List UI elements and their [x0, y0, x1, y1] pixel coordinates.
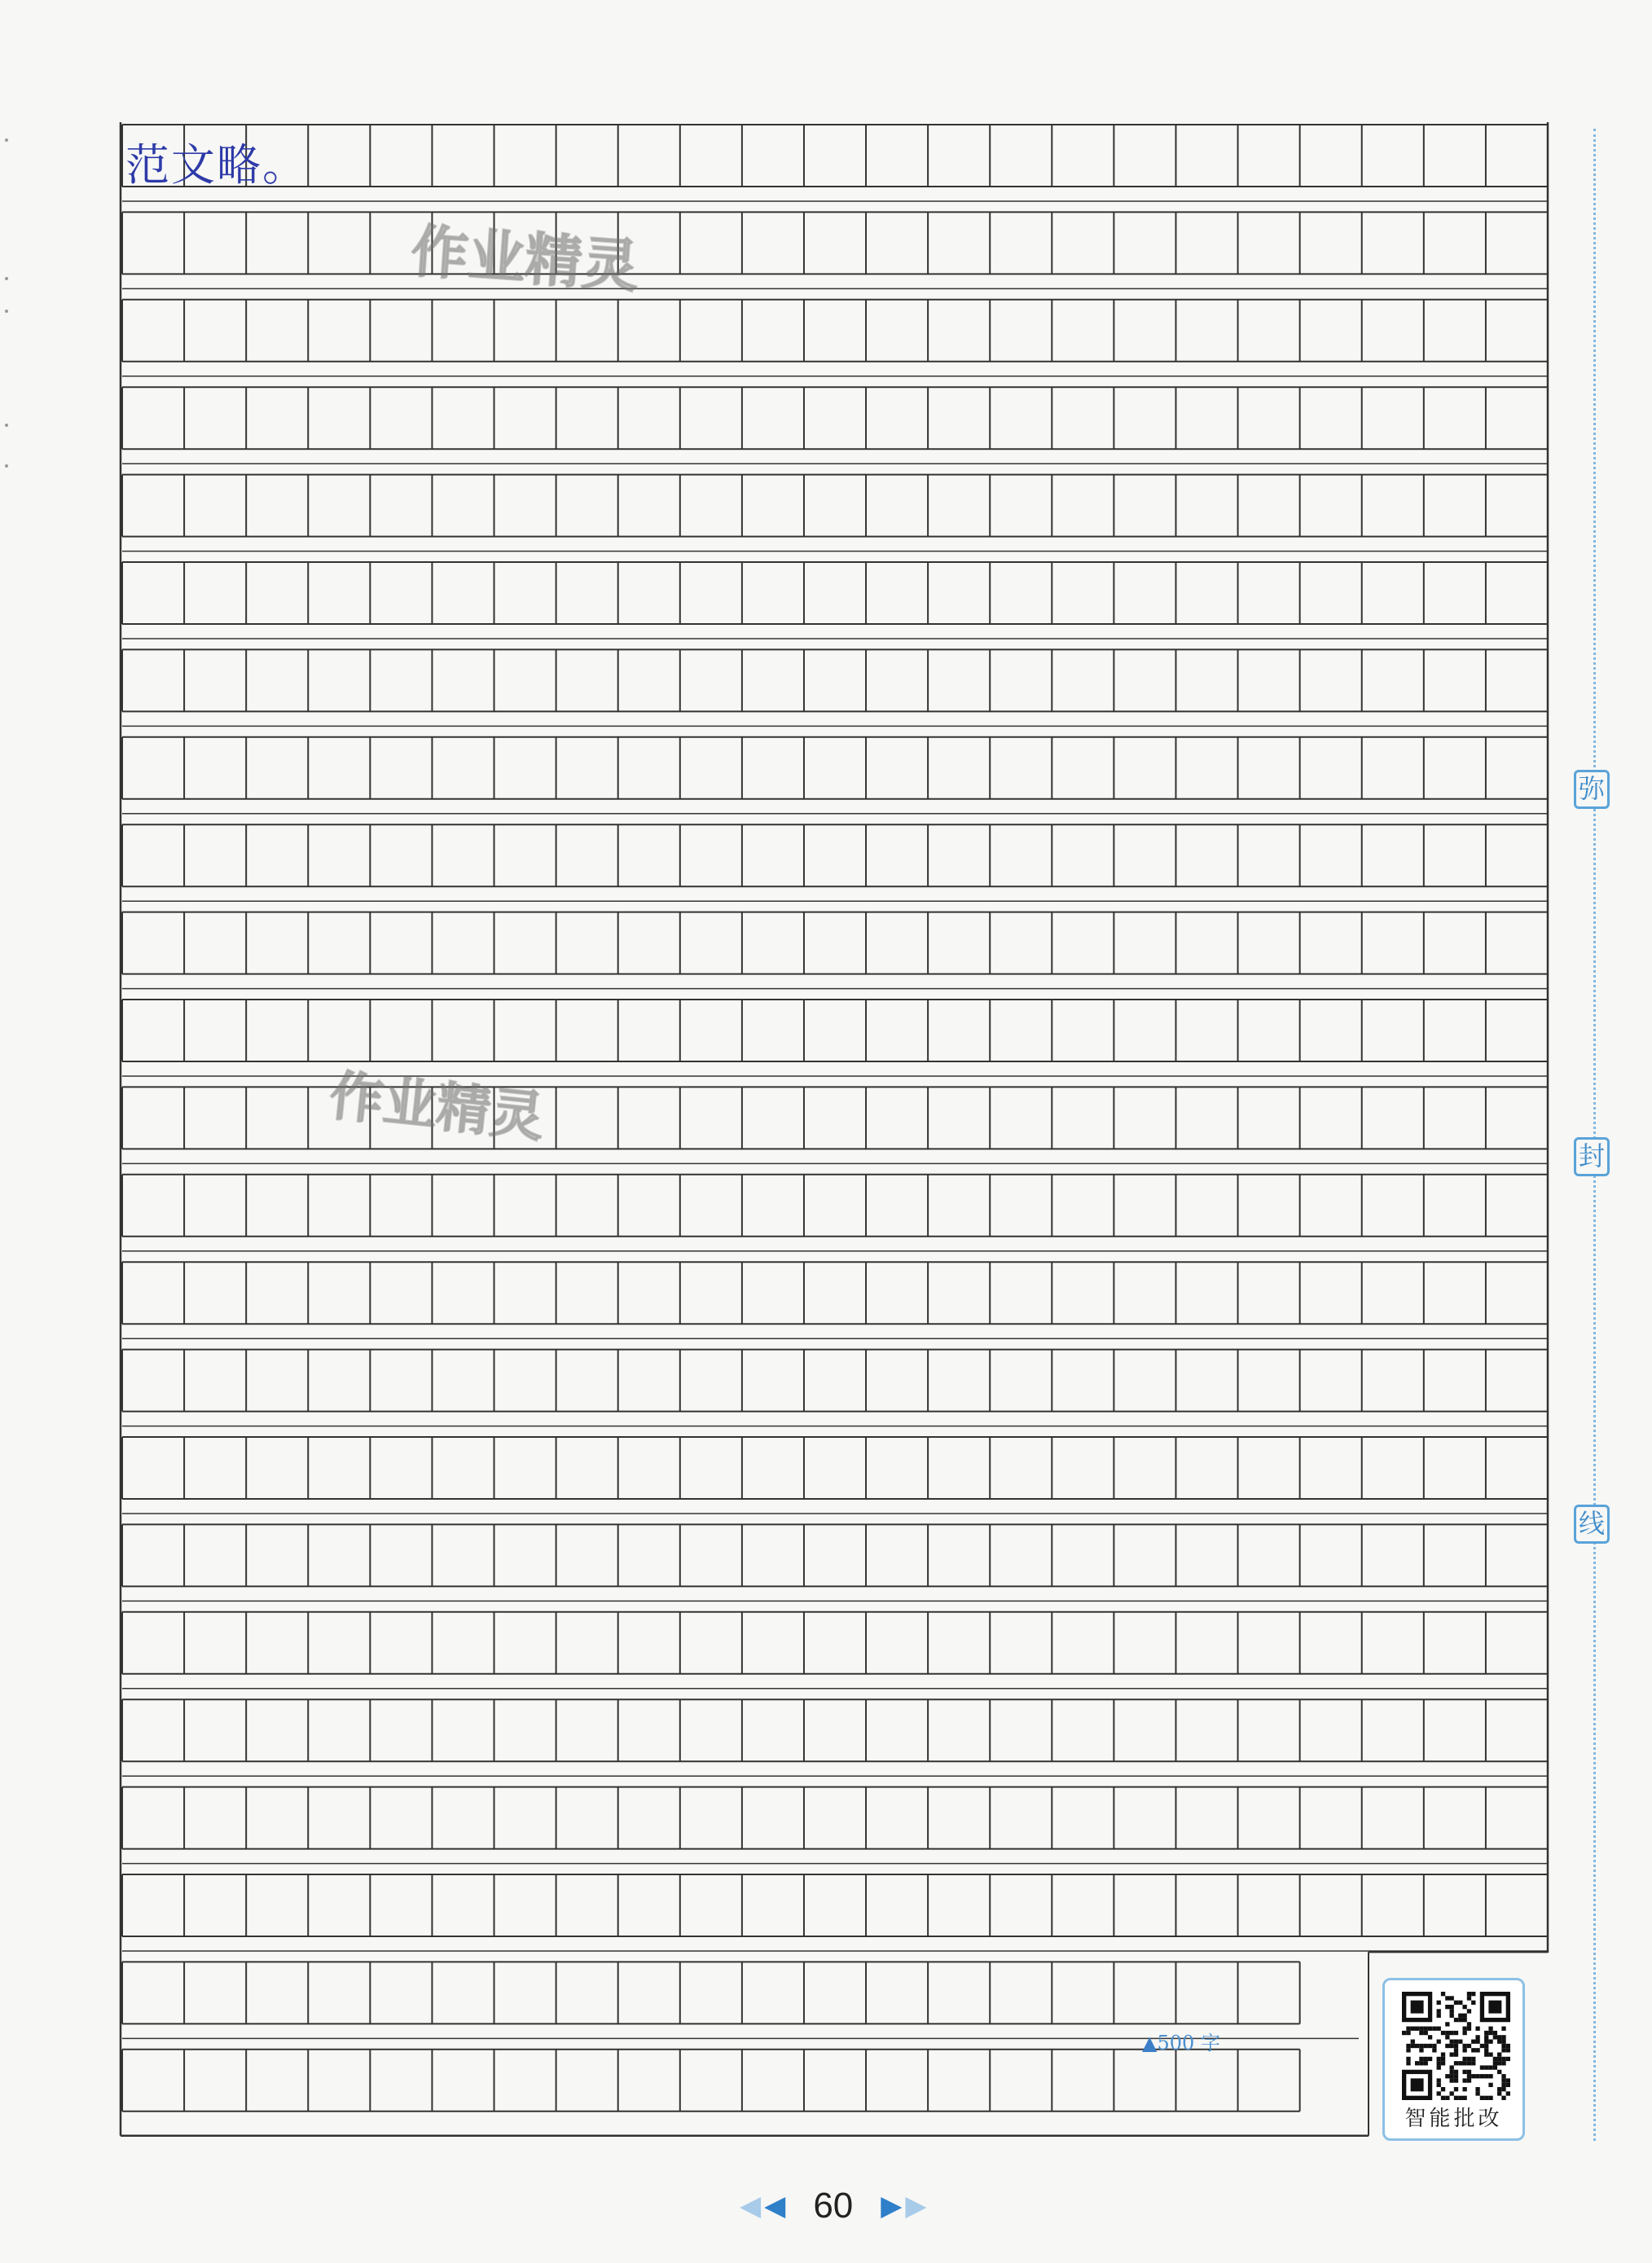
qr-label: 智能批改	[1404, 2107, 1503, 2131]
left-margin-dots	[5, 130, 10, 489]
answer-text: 范文略。	[125, 139, 308, 191]
right-arrow-icon[interactable]: ▶	[881, 2190, 903, 2222]
smart-grading-qr[interactable]	[1382, 1978, 1525, 2141]
left-arrow-icon[interactable]: ◀	[764, 2190, 786, 2222]
triangle-up-icon: ▲	[1142, 2032, 1158, 2054]
binding-mark: 弥	[1574, 770, 1610, 809]
binding-mark: 线	[1574, 1505, 1610, 1544]
pagination	[740, 2183, 927, 2229]
double-left-arrow-icon[interactable]: ◀	[740, 2190, 762, 2222]
watermark: 作业精灵	[327, 1064, 547, 1149]
word-count-label: 500 字	[1157, 2032, 1220, 2054]
qr-code-icon	[1402, 1992, 1510, 2100]
double-right-arrow-icon[interactable]: ▶	[905, 2190, 927, 2222]
word-count-marker	[1142, 2027, 1220, 2055]
page-number: 60	[813, 2186, 854, 2226]
binding-line	[1593, 129, 1596, 2141]
watermark: 作业精灵	[409, 218, 642, 301]
binding-mark: 封	[1574, 1137, 1610, 1176]
